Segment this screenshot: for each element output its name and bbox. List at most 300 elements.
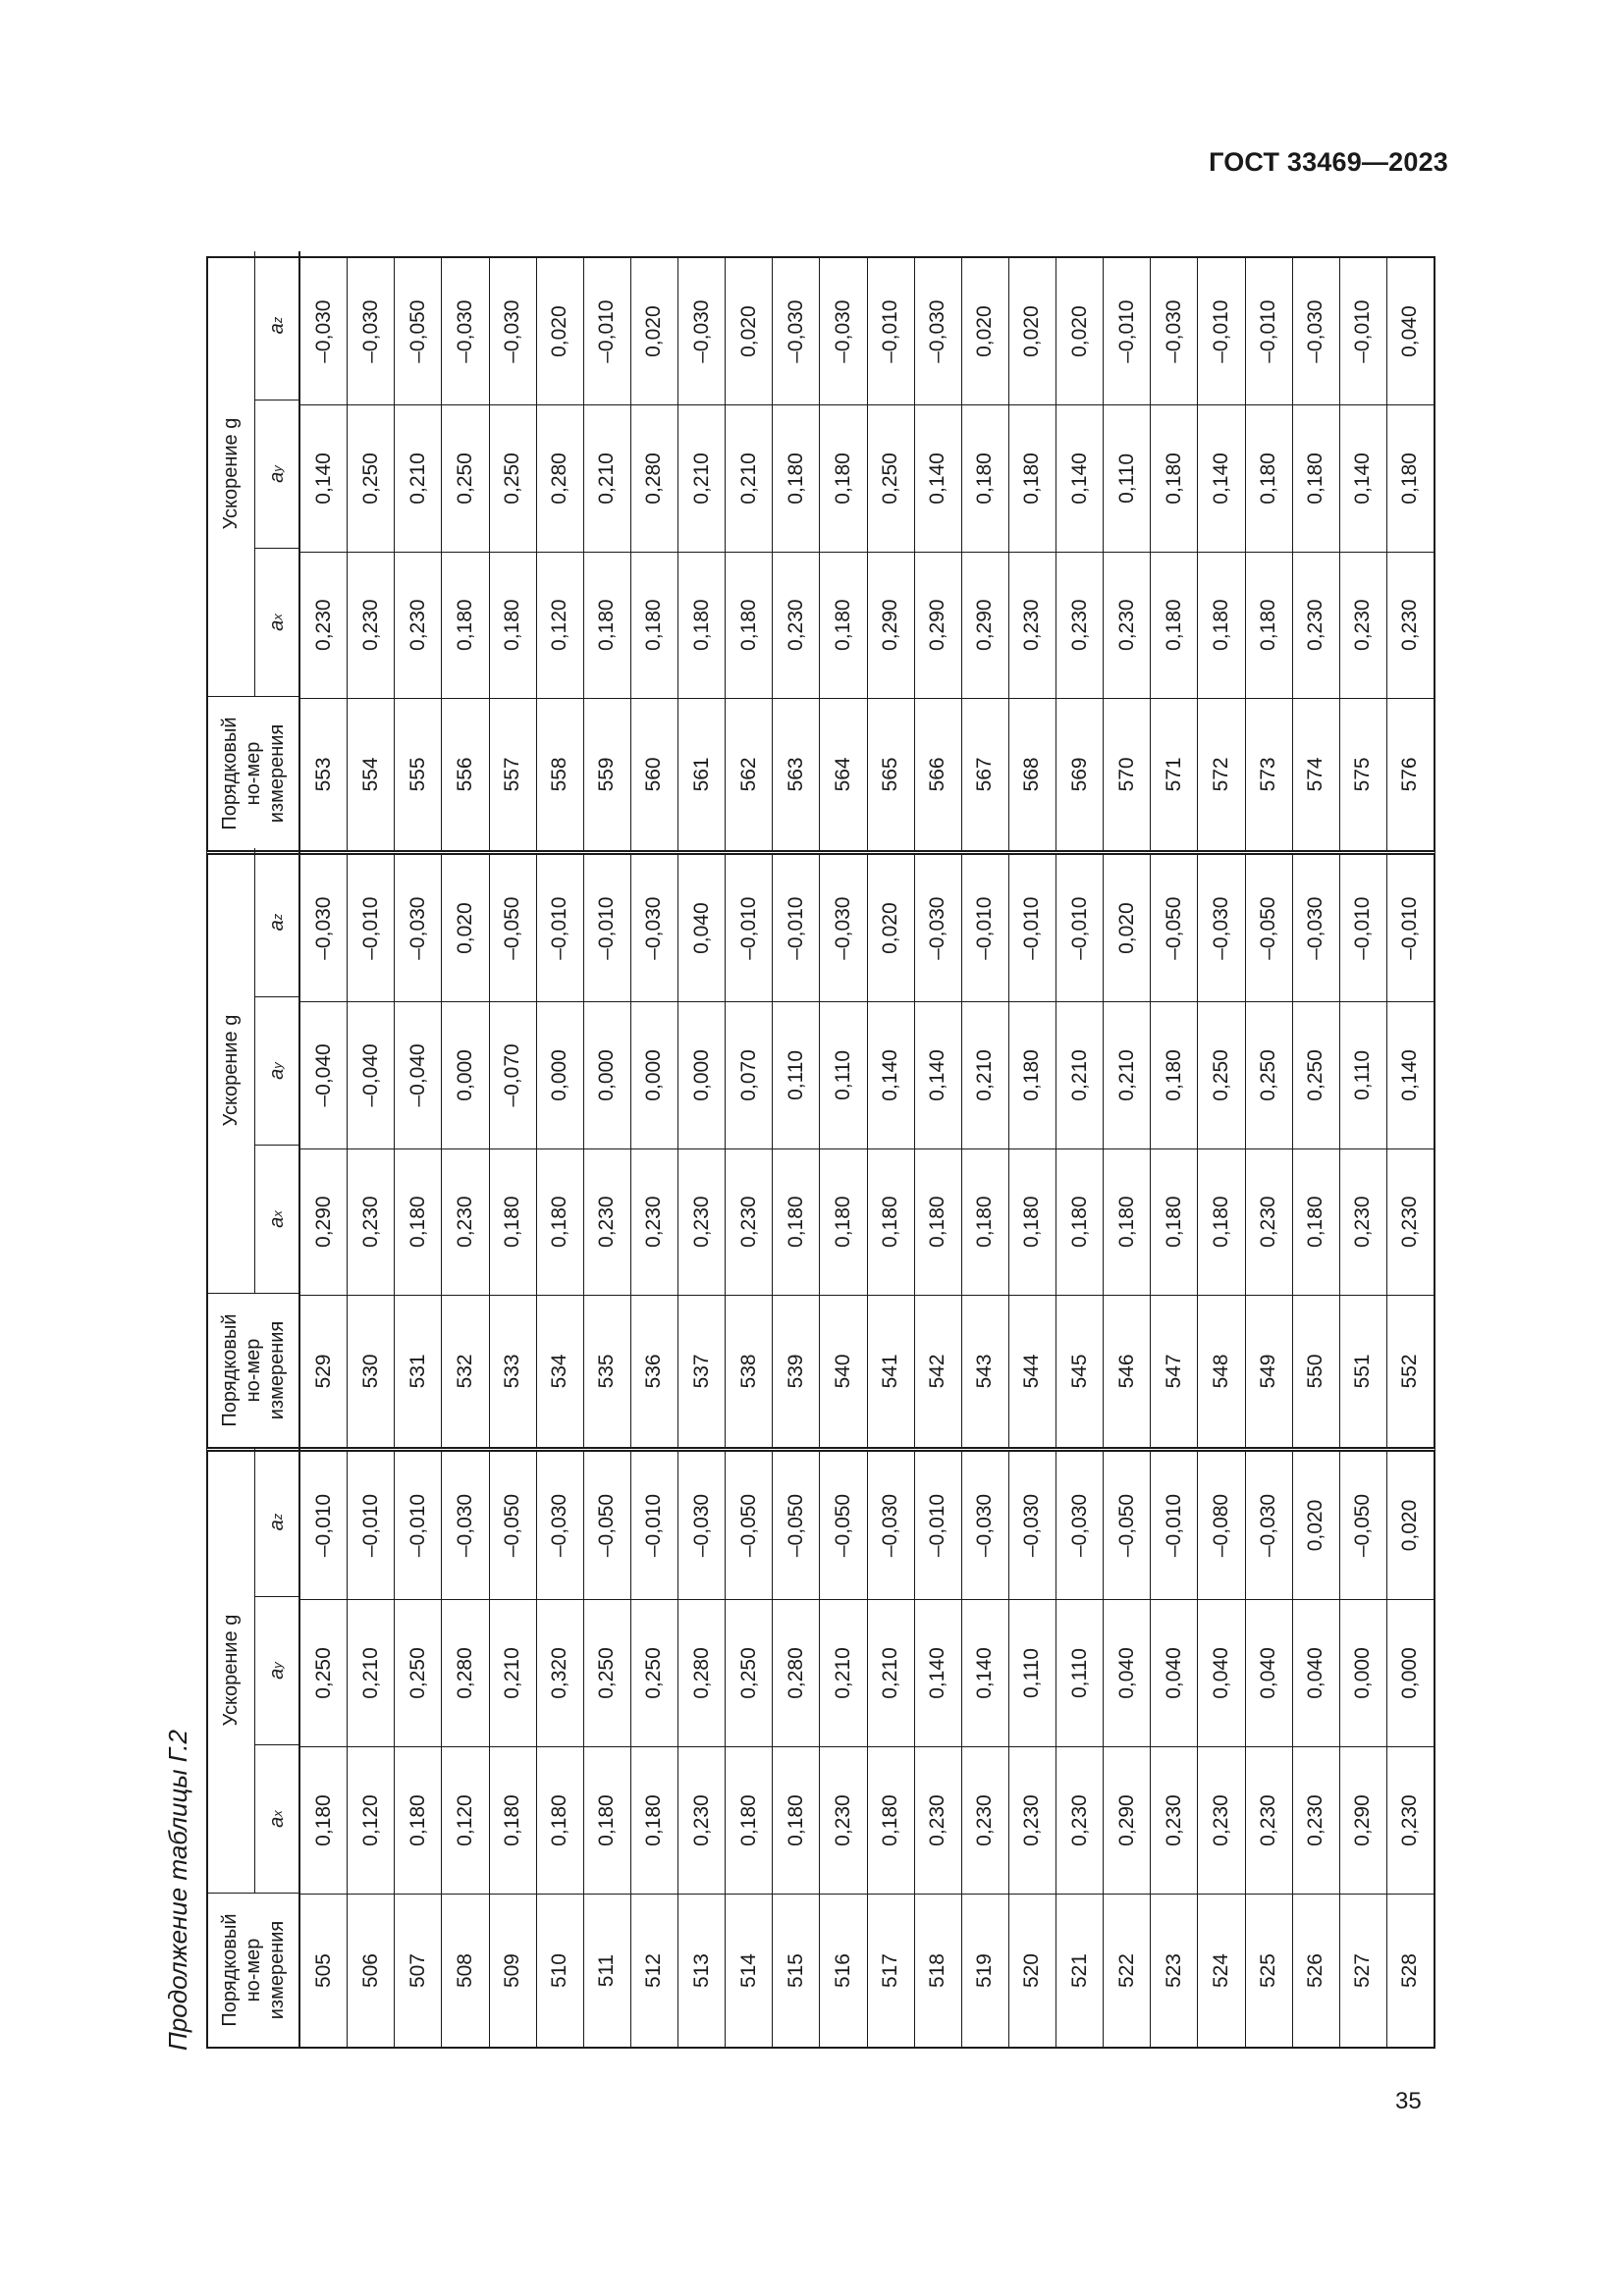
- cell-measurement-number: 574: [1293, 698, 1339, 850]
- cell-az: –0,030: [501, 299, 524, 363]
- table-row: [395, 1452, 442, 2047]
- cell-measurement-number: 544: [1009, 1295, 1056, 1447]
- cell-ax: 0,230: [1246, 1148, 1292, 1295]
- cell-ax: 0,230: [300, 552, 347, 698]
- cell-measurement-number: 547: [1151, 1295, 1197, 1447]
- table-row: [726, 258, 773, 850]
- table-row: [1009, 855, 1056, 1447]
- cell-ax: 0,230: [1009, 552, 1056, 698]
- cell-ax: 0,180: [678, 552, 725, 698]
- cell-ax: 0,180: [820, 552, 866, 698]
- header-symbol: a: [265, 1668, 288, 1680]
- cell-az: –0,030: [879, 1493, 902, 1558]
- cell-ax: 0,180: [490, 1746, 536, 1894]
- cell-ay: 0,210: [490, 1599, 536, 1746]
- cell-ay: 0,000: [537, 1001, 583, 1148]
- header-measurement-number: Порядковый но-мер измерения: [208, 1893, 300, 2047]
- cell-ax: 0,180: [1198, 1148, 1244, 1295]
- cell-ax: 0,180: [584, 1746, 630, 1894]
- cell-az: –0,030: [973, 1493, 997, 1558]
- cell-measurement-number: 572: [1198, 698, 1244, 850]
- cell-az: –0,030: [1020, 1493, 1044, 1558]
- cell-measurement-number: 551: [1340, 1295, 1386, 1447]
- cell-measurement-number: 512: [631, 1894, 677, 2047]
- cell-ay: 0,000: [1387, 1599, 1434, 1746]
- cell-az: –0,050: [406, 299, 429, 363]
- cell-ay: 0,250: [584, 1599, 630, 1746]
- table-row: [868, 1452, 915, 2047]
- cell-ax: 0,290: [868, 552, 914, 698]
- table-row: [820, 1452, 867, 2047]
- table-row: [1104, 1452, 1151, 2047]
- cell-az: –0,030: [311, 896, 335, 960]
- cell-measurement-number: 548: [1198, 1295, 1244, 1447]
- cell-ax: 0,230: [1104, 552, 1150, 698]
- cell-measurement-number: 531: [395, 1295, 441, 1447]
- cell-measurement-number: 554: [348, 698, 394, 850]
- table-row: [1056, 855, 1104, 1447]
- cell-ax: 0,230: [584, 1148, 630, 1295]
- cell-measurement-number: 539: [773, 1295, 819, 1447]
- cell-ay: 0,140: [915, 1599, 961, 1746]
- cell-ay: 0,210: [868, 1599, 914, 1746]
- table-row: [1151, 258, 1198, 850]
- cell-measurement-number: 523: [1151, 1894, 1197, 2047]
- table-body: [300, 1452, 1434, 2047]
- table-row: [1246, 1452, 1293, 2047]
- header-subscript: z: [269, 1513, 285, 1521]
- cell-az: –0,010: [1257, 299, 1280, 363]
- cell-az: –0,010: [1162, 1493, 1185, 1558]
- cell-ay: 0,210: [1104, 1001, 1150, 1148]
- header-ay: [255, 996, 300, 1145]
- header-acceleration: Ускорение g: [208, 1448, 255, 1893]
- cell-measurement-number: 521: [1056, 1894, 1103, 2047]
- cell-az: 0,020: [453, 902, 476, 954]
- cell-measurement-number: 520: [1009, 1894, 1056, 2047]
- cell-ay: 0,140: [915, 1001, 961, 1148]
- cell-ay: 0,040: [1293, 1599, 1339, 1746]
- cell-measurement-number: 510: [537, 1894, 583, 2047]
- cell-ax: 0,230: [915, 1746, 961, 1894]
- cell-measurement-number: 570: [1104, 698, 1150, 850]
- cell-az: –0,010: [595, 896, 619, 960]
- cell-measurement-number: 537: [678, 1295, 725, 1447]
- page-number: 35: [1395, 2088, 1422, 2114]
- cell-ay: 0,070: [726, 1001, 772, 1148]
- cell-az: –0,010: [642, 1493, 666, 1558]
- cell-ay: 0,000: [584, 1001, 630, 1148]
- table-row: [1340, 855, 1387, 1447]
- table-row: [395, 855, 442, 1447]
- measurements-table: [206, 246, 1435, 2049]
- cell-ay: 0,110: [820, 1001, 866, 1148]
- cell-measurement-number: 530: [348, 1295, 394, 1447]
- table-group: [206, 256, 1435, 855]
- cell-ax: 0,180: [915, 1148, 961, 1295]
- cell-az: –0,050: [501, 896, 524, 960]
- table-row: [1246, 258, 1293, 850]
- cell-measurement-number: 550: [1293, 1295, 1339, 1447]
- cell-ax: 0,180: [1198, 552, 1244, 698]
- cell-ay: 0,110: [1340, 1001, 1386, 1148]
- cell-az: 0,020: [1067, 305, 1091, 357]
- cell-measurement-number: 549: [1246, 1295, 1292, 1447]
- cell-ay: 0,180: [1009, 404, 1056, 551]
- cell-measurement-number: 506: [348, 1894, 394, 2047]
- cell-ax: 0,120: [348, 1746, 394, 1894]
- cell-ax: 0,120: [537, 552, 583, 698]
- cell-ax: 0,230: [678, 1148, 725, 1295]
- cell-ay: 0,250: [868, 404, 914, 551]
- cell-az: –0,030: [831, 896, 854, 960]
- cell-ay: –0,040: [300, 1001, 347, 1148]
- cell-ay: 0,250: [1198, 1001, 1244, 1148]
- cell-az: –0,080: [1209, 1493, 1232, 1558]
- cell-ax: 0,180: [537, 1148, 583, 1295]
- cell-ax: 0,180: [868, 1148, 914, 1295]
- cell-ax: 0,180: [1151, 552, 1197, 698]
- cell-az: –0,010: [1351, 896, 1375, 960]
- table-row: [490, 855, 537, 1447]
- cell-measurement-number: 561: [678, 698, 725, 850]
- cell-az: –0,030: [642, 896, 666, 960]
- cell-ax: 0,180: [490, 1148, 536, 1295]
- cell-az: –0,030: [926, 896, 949, 960]
- cell-az: –0,010: [784, 896, 807, 960]
- cell-measurement-number: 573: [1246, 698, 1292, 850]
- cell-ax: 0,180: [1104, 1148, 1150, 1295]
- table-row: [348, 1452, 395, 2047]
- cell-az: –0,010: [595, 299, 619, 363]
- cell-measurement-number: 552: [1387, 1295, 1434, 1447]
- cell-az: –0,030: [548, 1493, 571, 1558]
- cell-measurement-number: 509: [490, 1894, 536, 2047]
- table-row: [726, 1452, 773, 2047]
- cell-ax: 0,180: [584, 552, 630, 698]
- cell-measurement-number: 519: [962, 1894, 1008, 2047]
- cell-ay: 0,180: [1151, 404, 1197, 551]
- header-symbol: a: [265, 1520, 288, 1531]
- header-symbol: a: [265, 1816, 288, 1828]
- cell-az: 0,020: [1398, 1499, 1422, 1552]
- cell-ay: 0,040: [1198, 1599, 1244, 1746]
- table-row: [820, 258, 867, 850]
- cell-ax: 0,290: [300, 1148, 347, 1295]
- cell-az: –0,010: [736, 896, 760, 960]
- table-body: [300, 258, 1434, 850]
- cell-ax: 0,230: [726, 1148, 772, 1295]
- cell-measurement-number: 522: [1104, 1894, 1150, 2047]
- cell-ay: 0,110: [1056, 1599, 1103, 1746]
- cell-ay: 0,040: [1246, 1599, 1292, 1746]
- cell-measurement-number: 517: [868, 1894, 914, 2047]
- table-row: [1056, 258, 1104, 850]
- cell-ax: 0,230: [962, 1746, 1008, 1894]
- cell-ay: 0,280: [442, 1599, 488, 1746]
- cell-ay: 0,140: [868, 1001, 914, 1148]
- table-row: [1151, 855, 1198, 1447]
- cell-measurement-number: 555: [395, 698, 441, 850]
- cell-az: –0,050: [1114, 1493, 1138, 1558]
- table-row: [490, 258, 537, 850]
- cell-measurement-number: 524: [1198, 1894, 1244, 2047]
- cell-ay: 0,140: [1198, 404, 1244, 551]
- cell-ax: 0,180: [726, 552, 772, 698]
- cell-measurement-number: 507: [395, 1894, 441, 2047]
- cell-az: –0,030: [358, 299, 382, 363]
- cell-ax: 0,230: [1056, 552, 1103, 698]
- table-header: [208, 855, 300, 1447]
- cell-measurement-number: 559: [584, 698, 630, 850]
- cell-ay: 0,280: [773, 1599, 819, 1746]
- table-row: [868, 855, 915, 1447]
- header-subscript: x: [269, 1210, 285, 1217]
- cell-ay: 0,250: [442, 404, 488, 551]
- cell-ay: –0,070: [490, 1001, 536, 1148]
- cell-ax: 0,180: [395, 1746, 441, 1894]
- header-symbol: a: [265, 471, 288, 483]
- table-row: [1293, 258, 1340, 850]
- table-row: [773, 258, 820, 850]
- cell-measurement-number: 527: [1340, 1894, 1386, 2047]
- table-row: [1198, 855, 1245, 1447]
- cell-ay: 0,000: [442, 1001, 488, 1148]
- document-code: ГОСТ 33469—2023: [1209, 147, 1448, 177]
- cell-measurement-number: 568: [1009, 698, 1056, 850]
- cell-ay: 0,280: [678, 1599, 725, 1746]
- header-acceleration: Ускорение g: [208, 848, 255, 1293]
- table-row: [962, 258, 1009, 850]
- cell-az: –0,010: [1398, 896, 1422, 960]
- cell-az: –0,030: [689, 299, 713, 363]
- cell-az: –0,030: [926, 299, 949, 363]
- header-subscript: z: [269, 913, 285, 921]
- cell-ax: 0,230: [1056, 1746, 1103, 1894]
- table-row: [1293, 1452, 1340, 2047]
- cell-measurement-number: 513: [678, 1894, 725, 2047]
- cell-ax: 0,230: [1387, 1148, 1434, 1295]
- table-header: [208, 1452, 300, 2047]
- cell-az: –0,030: [1257, 1493, 1280, 1558]
- cell-ay: 0,280: [631, 404, 677, 551]
- cell-az: –0,010: [926, 1493, 949, 1558]
- cell-ax: 0,180: [442, 552, 488, 698]
- cell-measurement-number: 515: [773, 1894, 819, 2047]
- table-row: [395, 258, 442, 850]
- cell-measurement-number: 514: [726, 1894, 772, 2047]
- cell-ax: 0,180: [490, 552, 536, 698]
- table-row: [1340, 1452, 1387, 2047]
- table-row: [631, 1452, 678, 2047]
- cell-az: –0,050: [1351, 1493, 1375, 1558]
- cell-ay: 0,180: [1246, 404, 1292, 551]
- table-row: [678, 1452, 726, 2047]
- cell-measurement-number: 557: [490, 698, 536, 850]
- table-row: [1198, 258, 1245, 850]
- table-row: [584, 1452, 631, 2047]
- cell-ax: 0,230: [348, 552, 394, 698]
- cell-ax: 0,230: [1151, 1746, 1197, 1894]
- table-row: [915, 1452, 962, 2047]
- header-ax: [255, 548, 300, 696]
- cell-ax: 0,180: [773, 1148, 819, 1295]
- table-row: [537, 258, 584, 850]
- table-row: [1387, 258, 1434, 850]
- cell-ay: 0,210: [726, 404, 772, 551]
- table-row: [300, 258, 348, 850]
- cell-measurement-number: 576: [1387, 698, 1434, 850]
- cell-ax: 0,230: [1387, 1746, 1434, 1894]
- table-row: [300, 1452, 348, 2047]
- cell-measurement-number: 540: [820, 1295, 866, 1447]
- cell-az: –0,030: [406, 896, 429, 960]
- table-row: [962, 855, 1009, 1447]
- table-row: [1387, 855, 1434, 1447]
- cell-ay: 0,040: [1151, 1599, 1197, 1746]
- header-subscript: y: [269, 465, 285, 472]
- table-row: [773, 855, 820, 1447]
- cell-ax: 0,180: [1151, 1148, 1197, 1295]
- cell-ay: 0,180: [773, 404, 819, 551]
- cell-az: –0,010: [1351, 299, 1375, 363]
- cell-ay: 0,180: [962, 404, 1008, 551]
- cell-az: –0,010: [1209, 299, 1232, 363]
- cell-measurement-number: 529: [300, 1295, 347, 1447]
- cell-ay: 0,140: [1340, 404, 1386, 551]
- cell-ay: 0,210: [678, 404, 725, 551]
- cell-az: –0,010: [1067, 896, 1091, 960]
- cell-ax: 0,290: [962, 552, 1008, 698]
- cell-measurement-number: 541: [868, 1295, 914, 1447]
- cell-ay: 0,250: [726, 1599, 772, 1746]
- cell-ay: 0,180: [820, 404, 866, 551]
- cell-ax: 0,290: [1104, 1746, 1150, 1894]
- cell-measurement-number: 532: [442, 1295, 488, 1447]
- cell-ay: 0,210: [820, 1599, 866, 1746]
- cell-measurement-number: 516: [820, 1894, 866, 2047]
- table-row: [631, 855, 678, 1447]
- cell-ax: 0,230: [442, 1148, 488, 1295]
- header-az: [255, 1448, 300, 1596]
- cell-az: –0,010: [358, 896, 382, 960]
- cell-ay: 0,210: [395, 404, 441, 551]
- cell-ay: 0,250: [631, 1599, 677, 1746]
- cell-ax: 0,180: [1056, 1148, 1103, 1295]
- cell-az: –0,010: [973, 896, 997, 960]
- cell-measurement-number: 535: [584, 1295, 630, 1447]
- cell-measurement-number: 545: [1056, 1295, 1103, 1447]
- cell-ay: 0,250: [490, 404, 536, 551]
- header-subscript: x: [269, 1810, 285, 1817]
- header-symbol: a: [265, 323, 288, 335]
- table-row: [678, 855, 726, 1447]
- table-row: [1104, 258, 1151, 850]
- cell-measurement-number: 566: [915, 698, 961, 850]
- cell-ay: 0,210: [1056, 1001, 1103, 1148]
- cell-ax: 0,180: [395, 1148, 441, 1295]
- cell-measurement-number: 563: [773, 698, 819, 850]
- cell-ay: 0,250: [1246, 1001, 1292, 1148]
- cell-az: 0,020: [1020, 305, 1044, 357]
- table-row: [348, 258, 395, 850]
- cell-ay: 0,250: [395, 1599, 441, 1746]
- cell-az: –0,030: [311, 299, 335, 363]
- cell-ay: 0,250: [1293, 1001, 1339, 1148]
- cell-measurement-number: 526: [1293, 1894, 1339, 2047]
- cell-az: –0,030: [1209, 896, 1232, 960]
- cell-measurement-number: 546: [1104, 1295, 1150, 1447]
- table-group: [206, 1450, 1435, 2049]
- cell-az: 0,020: [1114, 902, 1138, 954]
- cell-ay: 0,110: [1104, 404, 1150, 551]
- table-caption: Продолжение таблицы Г.2: [163, 1730, 192, 2051]
- cell-az: –0,050: [831, 1493, 854, 1558]
- cell-ay: 0,280: [537, 404, 583, 551]
- table-row: [442, 1452, 489, 2047]
- cell-measurement-number: 553: [300, 698, 347, 850]
- cell-ax: 0,180: [1009, 1148, 1056, 1295]
- cell-ax: 0,230: [1198, 1746, 1244, 1894]
- cell-ay: 0,210: [348, 1599, 394, 1746]
- cell-measurement-number: 562: [726, 698, 772, 850]
- cell-ax: 0,290: [915, 552, 961, 698]
- cell-az: –0,010: [1020, 896, 1044, 960]
- cell-ax: 0,180: [631, 1746, 677, 1894]
- cell-az: –0,010: [311, 1493, 335, 1558]
- table-row: [584, 855, 631, 1447]
- cell-ax: 0,230: [1387, 552, 1434, 698]
- cell-ax: 0,180: [1246, 552, 1292, 698]
- cell-az: –0,010: [879, 299, 902, 363]
- table-row: [537, 855, 584, 1447]
- cell-az: –0,050: [1257, 896, 1280, 960]
- cell-az: –0,030: [1304, 896, 1327, 960]
- table-row: [773, 1452, 820, 2047]
- cell-ax: 0,180: [726, 1746, 772, 1894]
- cell-ax: 0,180: [773, 1746, 819, 1894]
- cell-ax: 0,230: [820, 1746, 866, 1894]
- header-measurement-number: Порядковый но-мер измерения: [208, 1293, 300, 1447]
- header-subscript: y: [269, 1662, 285, 1669]
- cell-measurement-number: 533: [490, 1295, 536, 1447]
- cell-ax: 0,230: [348, 1148, 394, 1295]
- table-row: [631, 258, 678, 850]
- cell-ay: 0,320: [537, 1599, 583, 1746]
- cell-ay: 0,000: [631, 1001, 677, 1148]
- cell-ax: 0,230: [1340, 1148, 1386, 1295]
- cell-az: –0,030: [1067, 1493, 1091, 1558]
- cell-az: 0,040: [689, 902, 713, 954]
- table-row: [442, 258, 489, 850]
- header-symbol: a: [265, 1068, 288, 1080]
- header-symbol: a: [265, 619, 288, 631]
- cell-ax: 0,230: [678, 1746, 725, 1894]
- cell-ay: –0,040: [348, 1001, 394, 1148]
- cell-measurement-number: 525: [1246, 1894, 1292, 2047]
- cell-ax: 0,180: [537, 1746, 583, 1894]
- cell-measurement-number: 558: [537, 698, 583, 850]
- cell-az: –0,010: [358, 1493, 382, 1558]
- cell-ay: 0,140: [1056, 404, 1103, 551]
- table-body: [300, 855, 1434, 1447]
- cell-ay: 0,180: [1009, 1001, 1056, 1148]
- cell-az: 0,020: [879, 902, 902, 954]
- cell-az: –0,010: [1114, 299, 1138, 363]
- table-row: [1151, 1452, 1198, 2047]
- table-row: [1246, 855, 1293, 1447]
- cell-ax: 0,230: [773, 552, 819, 698]
